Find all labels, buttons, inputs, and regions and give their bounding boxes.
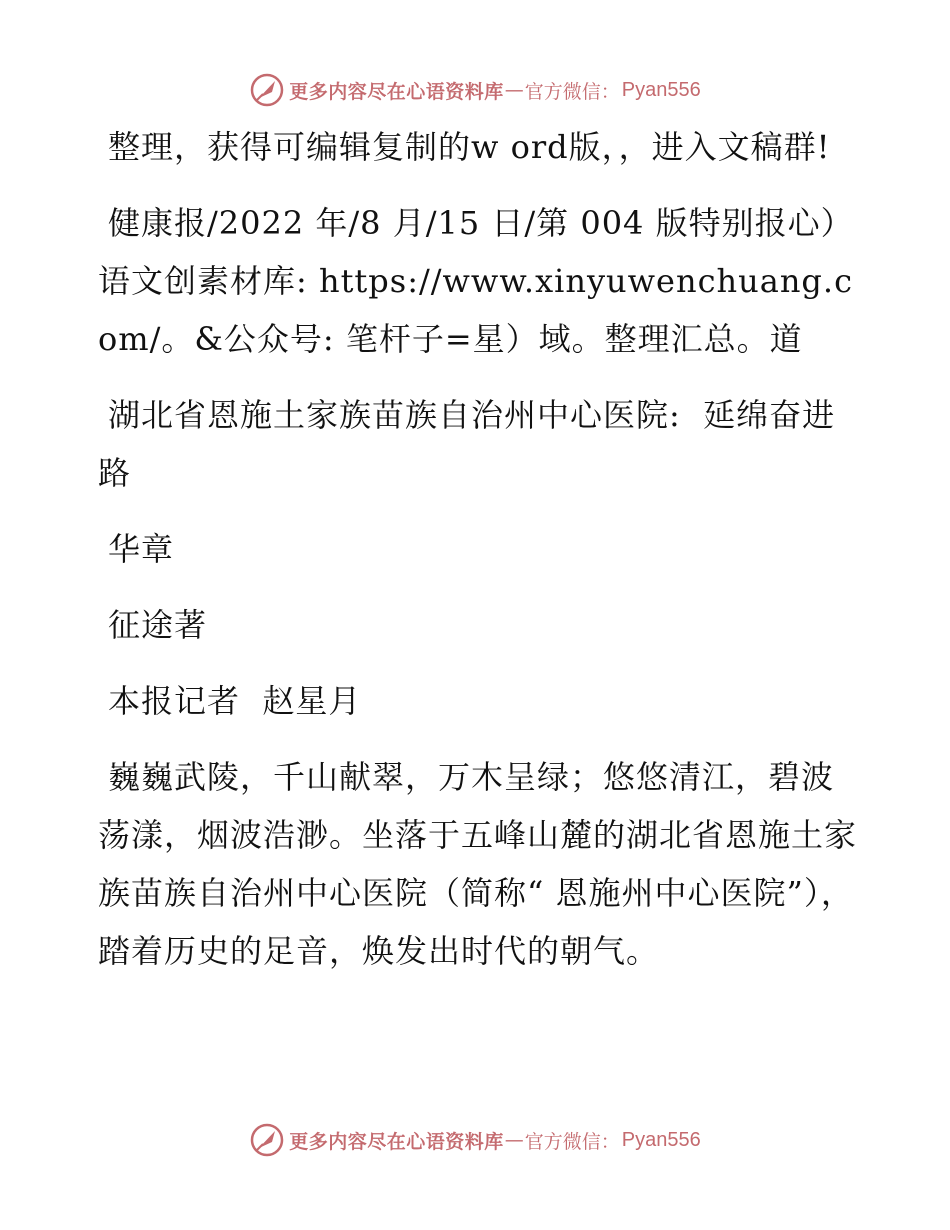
paragraph-subtitle-2: 征途著 <box>108 606 208 644</box>
banner-separator: — <box>504 79 524 101</box>
footer-wechat-label: 官方微信： <box>524 1130 620 1153</box>
banner-promo-text: 更多内容尽在心语资料库 <box>289 80 504 103</box>
quill-logo-icon <box>249 72 285 108</box>
banner-wechat-label: 官方微信： <box>524 80 620 103</box>
paragraph-subtitle-1: 华章 <box>108 530 175 568</box>
paragraph-headline: 湖北省恩施土家族苗族自治州中心医院: 延绵奋进路 <box>98 396 836 492</box>
paragraph-byline: 本报记者 赵星月 <box>108 682 362 720</box>
paragraph-body: 巍巍武陵，千山献翠，万木呈绿；悠悠清江，碧波荡漾，烟波浩渺。坐落于五峰山麓的湖北省恩施土家族苗族自治州中心医院（简称“ 恩施州中心医院”），踏着历史的足音，焕发出时代的朝气。 <box>98 758 858 970</box>
footer-promo-text: 更多内容尽在心语资料库 <box>289 1130 504 1153</box>
paragraph-source: 健康报/2022 年/8 月/15 日/第 004 版特别报心）语文创素材库: https://www.xinyuwenchuang.com/。&公众号: 笔杆子=星）域。整理汇总。道 <box>98 204 854 358</box>
footer-banner <box>0 1120 950 1160</box>
banner-wechat-id: Pyan556 <box>621 78 701 101</box>
footer-wechat-id: Pyan556 <box>621 1128 701 1151</box>
quill-logo-icon <box>249 1122 285 1158</box>
paragraph-intro: 整理，获得可编辑复制的w ord版，，进入文稿群! <box>108 128 831 166</box>
header-banner <box>0 70 950 110</box>
footer-separator: — <box>504 1129 524 1151</box>
document-body <box>98 118 858 998</box>
